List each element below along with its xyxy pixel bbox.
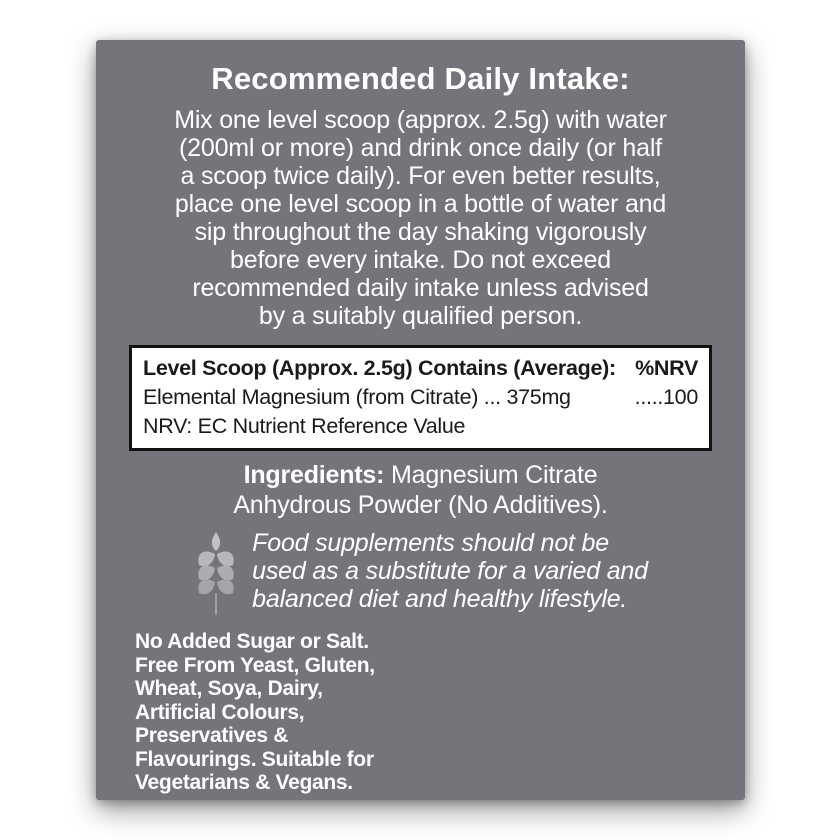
nutrition-table [129,345,712,451]
free-from-line: Preservatives & [135,724,289,747]
directions-line: before every intake. Do not exceed [230,246,611,274]
disclaimer-text [252,529,648,613]
disclaimer-line: balanced diet and healthy lifestyle. [252,585,628,613]
directions-line: Mix one level scoop (approx. 2.5g) with water [174,106,667,134]
table-footnote: NRV: EC Nutrient Reference Value [143,414,466,438]
wheat-icon [193,531,239,617]
directions-line: sip throughout the day shaking vigorously [194,218,647,246]
ingredients-line: Anhydrous Powder (No Additives). [233,491,608,519]
disclaimer-section [127,529,714,617]
directions-line: place one level scoop in a bottle of water and [174,190,667,218]
ingredients-line [127,460,714,490]
table-cell-nrv-value: .....100 [634,385,698,409]
free-from-line: Wheat, Soya, Dairy, [135,677,323,700]
directions-line: recommended daily intake unless advised [192,274,649,302]
page-title: Recommended Daily Intake: [211,61,630,96]
table-header-row [143,354,698,383]
directions-line: by a suitably qualified person. [258,302,583,330]
free-from-line: No Added Sugar or Salt. [135,630,369,653]
directions-line: (200ml or more) and drink once daily (or half [179,134,662,162]
ingredients-label: Ingredients: [243,461,385,489]
free-from-line: Artificial Colours, [135,700,305,724]
free-from-text [135,630,714,795]
table-row-magnesium [143,383,698,412]
directions-text [127,106,714,330]
directions-line: a scoop twice daily). For even better results, [180,162,661,190]
ingredients-text [127,460,714,520]
free-from-line: Flavourings. Suitable for [135,747,374,771]
free-from-line: Free From Yeast, Gluten, [135,653,375,677]
disclaimer-line: used as a substitute for a varied and [252,557,648,585]
table-header-label: Level Scoop (Approx. 2.5g) Contains (Average): [143,356,616,380]
ingredients-line1-rest: Magnesium Citrate [384,461,598,489]
table-footnote-row [143,412,698,441]
table-cell-nutrient: Elemental Magnesium (from Citrate) ... 375mg [143,385,571,409]
free-from-line: Vegetarians & Vegans. [135,771,353,794]
supplement-label-panel [96,40,745,800]
table-header-nrv: %NRV [635,356,698,380]
disclaimer-line: Food supplements should not be [252,529,609,557]
